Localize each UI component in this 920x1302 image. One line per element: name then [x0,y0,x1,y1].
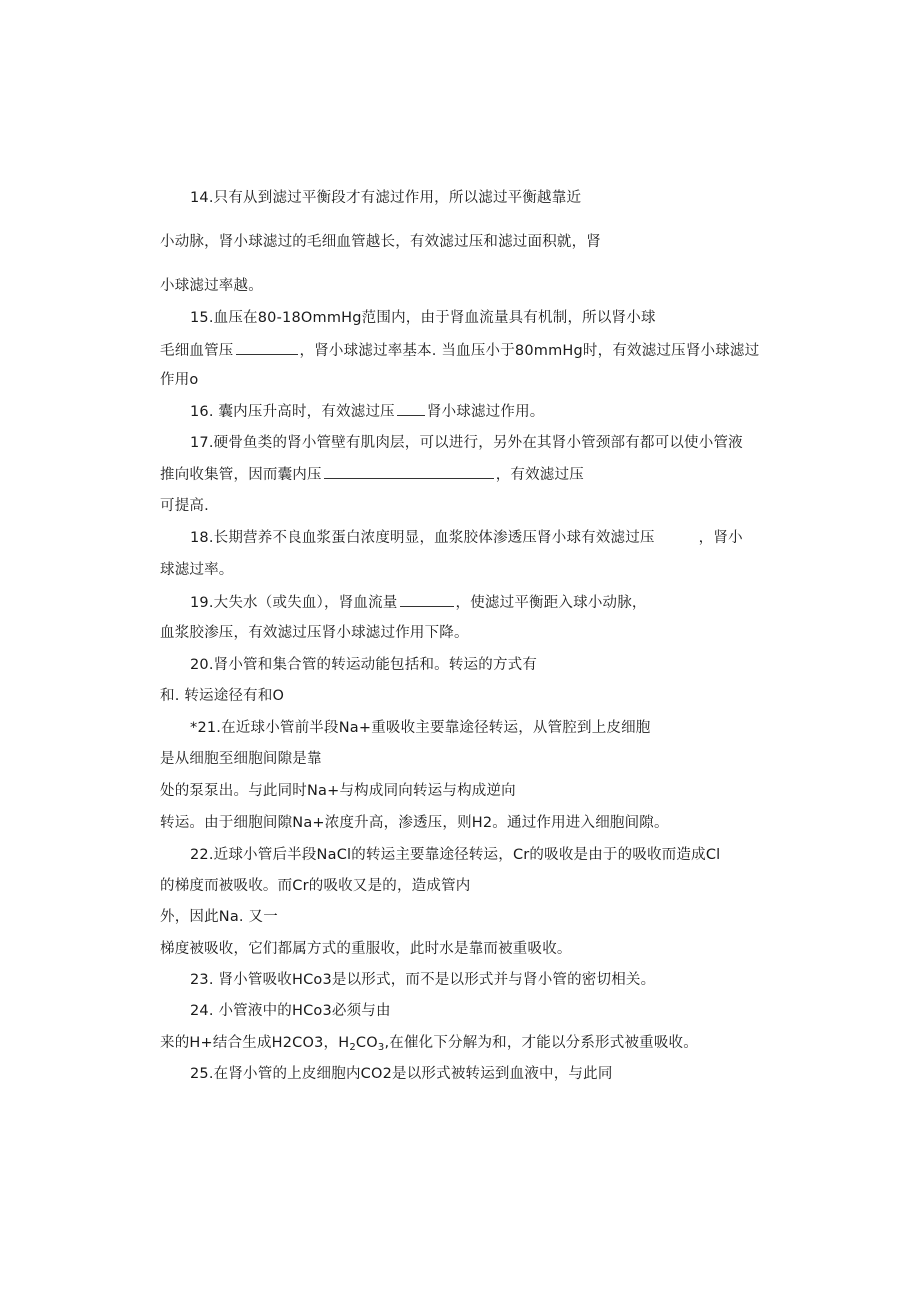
text-line [160,464,584,485]
text-segment: 毛细血管压 [160,343,234,359]
text-segment: ，有效滤过压 [495,467,584,483]
fill-blank [397,401,425,416]
text-line: 血浆胶渗压，有效滤过压肾小球滤过作用下降。 [160,625,469,641]
text-line: 23. 肾小管吸收HCo3是以形式，而不是以形式并与肾小管的密切相关。 [190,972,656,988]
text-line: 25.在肾小管的上皮细胞内CO2是以形式被转运到血液中，与此同 [190,1066,613,1082]
text-line: 22.近球小管后半段NaCl的转运主要靠途径转运，Cr的吸收是由于的吸收而造成Cl [190,847,721,863]
subscript: 3 [377,1042,385,1053]
text-segment: ,在催化下分解为和，才能以分系形式被重吸收。 [384,1035,698,1051]
text-line: 外，因此Na. 又一 [160,909,278,925]
text-segment: 16. 囊内压升高时，有效滤过压 [190,404,395,420]
text-segment: ，使滤过平衡距入球小动脉， [455,595,647,611]
text-line: 梯度被吸收，它们都属方式的重服收，此时水是靠而被重吸收。 [160,941,572,957]
subscript: 2 [349,1042,356,1053]
text-line: 作用o [160,372,199,388]
text-line: 17.硬骨鱼类的肾小管壁有肌肉层，可以进行，另外在其肾小管颈部有都可以使小管液 [190,435,743,451]
fill-blank [236,340,298,355]
text-segment: 肾小球滤过作用。 [426,404,545,420]
text-segment: ，肾小 [698,530,743,546]
text-line: 24. 小管液中的HCo3必须与由 [190,1003,391,1019]
text-segment: ，肾小球滤过率基本. 当血压小于80mmHg时，有效滤过压肾小球滤过 [299,343,760,359]
text-line: 的梯度而被吸收。而Cr的吸收又是的，造成管内 [160,878,471,894]
text-line: 处的泵泵出。与此同时Na+与构成同向转运与构成逆向 [160,783,516,799]
text-line [190,528,743,548]
text-line: *21.在近球小管前半段Na+重吸收主要靠途径转运，从管腔到上皮细胞 [190,720,651,736]
text-line: 15.血压在80-18OmmHg范围内，由于肾血流量具有机制，所以肾小球 [190,310,656,326]
text-line: 20.肾小管和集合管的转运动能包括和。转运的方式有 [190,657,538,673]
text-segment: 来的H+结合生成H2CO3，H [160,1035,350,1051]
text-line: 可提高. [160,498,209,514]
text-segment: 推向收集管，因而囊内压 [160,467,322,483]
text-line: 小球滤过率越。 [160,278,263,294]
text-line: 小动脉，肾小球滤过的毛细血管越长，有效滤过压和滤过面积就，肾 [160,234,601,250]
text-line [160,340,759,361]
text-segment: CO [355,1035,378,1051]
text-line: 和. 转运途径有和O [160,688,285,704]
text-segment: 18.长期营养不良血浆蛋白浓度明显，血浆胶体渗透压肾小球有效滤过压 [190,530,655,546]
fill-blank [324,464,494,479]
text-line: 转运。由于细胞间隙Na+浓度升高，渗透压，则H2。通过作用进入细胞间隙。 [160,815,669,831]
text-line [190,401,544,422]
text-line: 球滤过率。 [160,562,234,578]
text-line [190,592,647,613]
text-segment: 19.大失水（或失血），肾血流量 [190,595,398,611]
fill-blank [400,592,454,607]
text-line: 14.只有从到滤过平衡段才有滤过作用，所以滤过平衡越靠近 [190,190,582,206]
text-line: 是从细胞至细胞间隙是靠 [160,751,322,767]
text-line [160,1033,698,1053]
